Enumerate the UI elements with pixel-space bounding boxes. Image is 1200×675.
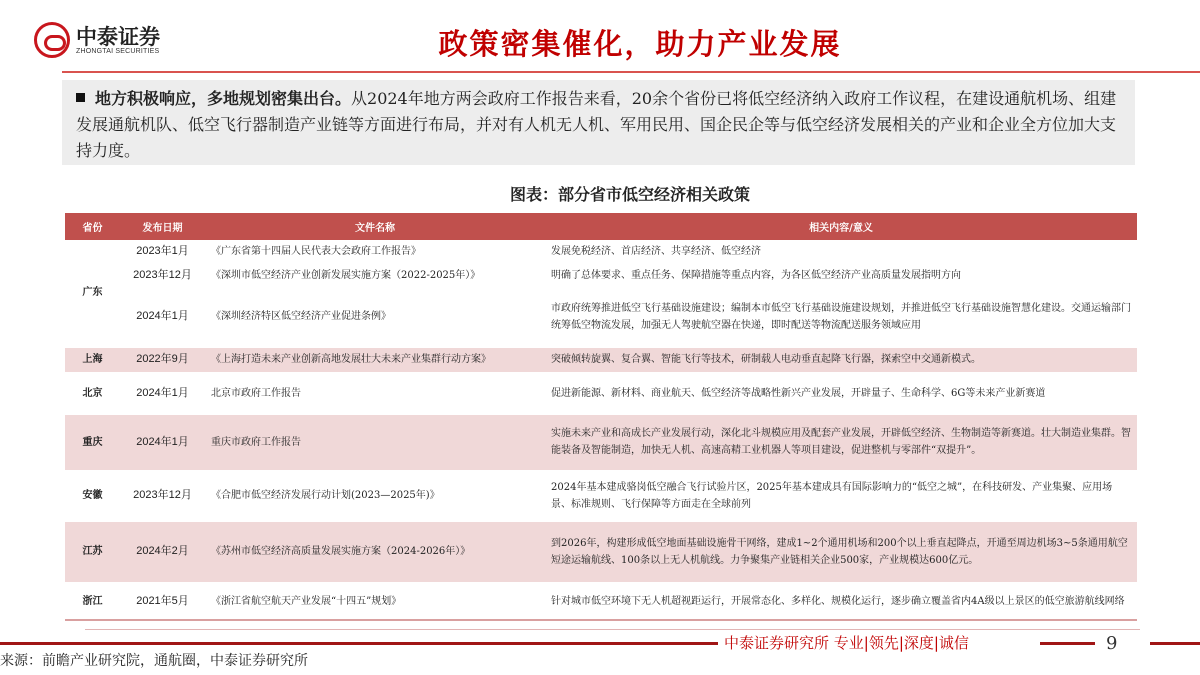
doc-cell: 《深圳市低空经济产业创新发展实施方案（2022-2025年）》	[211, 270, 481, 281]
table-row	[65, 520, 1137, 583]
content-cell: 突破倾转旋翼、复合翼、智能飞行等技术，研制载人电动垂直起降飞行器，探索空中交通新模式。	[545, 346, 1137, 373]
logo-cn: 中泰证券	[76, 24, 160, 49]
province-cell: 北京	[65, 373, 120, 413]
table-row	[65, 471, 1137, 520]
content-cell: 市政府统筹推进低空飞行基础设施建设；编制本市低空飞行基础设施建设规划，并推进低空飞行基础设施智慧化建设。交通运输部门统筹低空物流发展，加强无人驾驶航空器在快递，即时配送等物流配送服务领域应用	[551, 302, 1131, 331]
province-cell: 江苏	[65, 520, 120, 583]
doc-cell: 重庆市政府工作报告	[205, 413, 545, 471]
page-title: 政策密集催化，助力产业发展	[438, 27, 842, 61]
footer-brand: 中泰证券研究所 专业|领先|深度|诚信	[724, 634, 969, 652]
page-number: 9	[1106, 633, 1118, 654]
table-row	[65, 583, 1137, 620]
province-cell: 上海	[65, 346, 120, 373]
date-cell: 2023年1月	[136, 244, 189, 257]
header-divider	[62, 71, 1200, 73]
date-cell: 2021年5月	[120, 583, 205, 620]
doc-cell: 《上海打造未来产业创新高地发展壮大未来产业集群行动方案》	[205, 346, 545, 373]
table-row	[65, 289, 1137, 346]
table-row	[65, 240, 1137, 262]
summary-lead: 地方积极响应，多地规划密集出台。	[95, 89, 352, 108]
header-date: 发布日期	[120, 213, 205, 240]
source-note: 来源：前瞻产业研究院，通航圈，中泰证券研究所	[0, 653, 308, 669]
province-cell: 浙江	[65, 583, 120, 620]
doc-cell: 《广东省第十四届人民代表大会政府工作报告》	[211, 245, 421, 257]
date-cell: 2024年2月	[120, 520, 205, 583]
content-cell: 2024年基本建成骆岗低空融合飞行试验片区，2025年基本建成具有国际影响力的“低空之城”，在科技研发、产业集聚、应用场景、标准规则、飞行保障等方面走在全球前列	[545, 471, 1137, 520]
footer-rule	[1040, 642, 1095, 645]
footer-rule	[0, 642, 718, 645]
content-cell: 实施未来产业和高成长产业发展行动，深化北斗规模应用及配套产业发展，开辟低空经济、生物制造等新赛道。壮大制造业集群。智能装备及智能制造，加快无人机、高速高精工业机器人等项目建设，促进整机与零部件“双提升”。	[545, 413, 1137, 471]
table-row	[65, 413, 1137, 471]
date-cell: 2022年9月	[120, 346, 205, 373]
content-cell: 促进新能源、新材料、商业航天、低空经济等战略性新兴产业发展，开辟量子、生命科学、6G等未来产业新赛道	[545, 373, 1137, 413]
summary-body: 从2024年地方两会政府工作报告来看，20余个省份已将低空经济纳入政府工作议程，在建设通航机场、组建发展通航机队、低空飞行器制造产业链等方面进行布局，并对有人机无人机、军用民用、国企民企等与低空经济发展相关的产业和企业全方位加大支持力度。	[76, 89, 1117, 160]
header-doc: 文件名称	[205, 213, 545, 240]
province-cell: 广东	[82, 286, 103, 298]
policy-table	[65, 213, 1137, 621]
doc-cell: 《深圳经济特区低空经济产业促进条例》	[211, 311, 391, 323]
date-cell: 2023年12月	[133, 269, 192, 281]
company-logo	[34, 22, 160, 58]
footer-rule	[1150, 642, 1200, 645]
logo-en: ZHONGTAI SECURITIES	[76, 47, 160, 55]
doc-cell: 《苏州市低空经济高质量发展实施方案（2024-2026年）》	[205, 520, 545, 583]
footer-divider	[85, 629, 1140, 630]
logo-mark-icon	[34, 22, 70, 58]
table-row	[65, 262, 1137, 289]
doc-cell: 北京市政府工作报告	[205, 373, 545, 413]
province-cell: 安徽	[65, 471, 120, 520]
table-header	[65, 213, 1137, 240]
province-cell: 重庆	[65, 413, 120, 471]
date-cell: 2024年1月	[120, 373, 205, 413]
content-cell: 针对城市低空环境下无人机超视距运行，开展常态化、多样化、规模化运行，逐步确立覆盖省内4A级以上景区的低空旅游航线网络	[545, 583, 1137, 620]
doc-cell: 《合肥市低空经济发展行动计划(2023—2025年)》	[205, 471, 545, 520]
date-cell: 2024年1月	[136, 310, 189, 323]
summary-box	[62, 80, 1135, 165]
content-cell: 明确了总体要求、重点任务、保障措施等重点内容，为各区低空经济产业高质量发展指明方向	[551, 270, 961, 281]
header-content: 相关内容/意义	[545, 213, 1137, 240]
bullet-icon	[76, 93, 85, 102]
header-province: 省份	[65, 213, 120, 240]
content-cell: 发展免税经济、首店经济、共享经济、低空经济	[551, 245, 761, 257]
content-cell: 到2026年，构建形成低空地面基础设施骨干网络，建成1~2个通用机场和200个以上垂直起降点，开通至周边机场3~5条通用航空短途运输航线、100条以上无人机航线。力争聚集产业链相关企业500家，产业规模达600亿元。	[545, 520, 1137, 583]
table-row	[65, 373, 1137, 413]
table-row	[65, 346, 1137, 373]
date-cell: 2023年12月	[120, 471, 205, 520]
table-caption: 图表：部分省市低空经济相关政策	[509, 185, 750, 204]
date-cell: 2024年1月	[120, 413, 205, 471]
doc-cell: 《浙江省航空航天产业发展“十四五”规划》	[205, 583, 545, 620]
